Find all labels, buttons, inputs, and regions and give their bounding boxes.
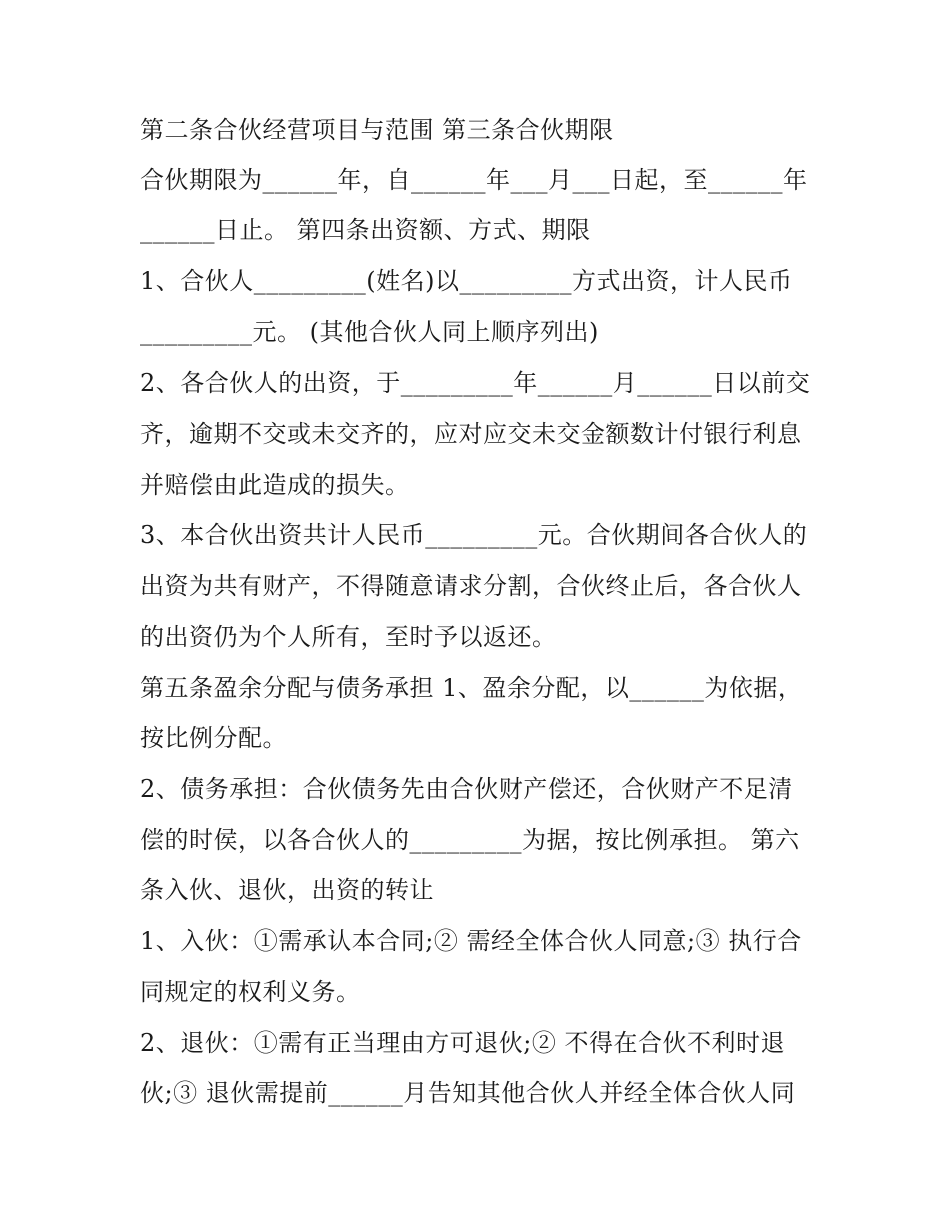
text-line: 按比例分配。 [140, 724, 287, 752]
text-line: 1、入伙：①需承认本合同;② 需经全体合伙人同意;③ 执行合 [140, 927, 802, 955]
text-line: 第二条合伙经营项目与范围 第三条合伙期限 [140, 116, 614, 144]
text-line: 2、债务承担：合伙债务先由合伙财产偿还，合伙财产不足清 [140, 775, 793, 803]
text-line: 伙;③ 退伙需提前______月告知其他合伙人并经全体合伙人同 [140, 1079, 796, 1107]
text-line: 出资为共有财产，不得随意请求分割，合伙终止后，各合伙人 [140, 572, 802, 600]
text-line: 偿的时侯，以各合伙人的_________为据，按比例承担。 第六 [140, 826, 800, 854]
text-line: _________元。 (其他合伙人同上顺序列出) [140, 318, 599, 346]
text-line: 同规定的权利义务。 [140, 978, 361, 1006]
text-line: 第五条盈余分配与债务承担 1、盈余分配，以______为依据， [140, 674, 803, 702]
text-line: 并赔偿由此造成的损失。 [140, 471, 410, 499]
text-line: 齐，逾期不交或未交齐的，应对应交未交金额数计付银行利息 [140, 420, 802, 448]
text-line: 条入伙、退伙，出资的转让 [140, 876, 434, 904]
text-line: 2、各合伙人的出资，于_________年______月______日以前交 [140, 369, 811, 397]
text-line: 1、合伙人_________(姓名)以_________方式出资，计人民币 [140, 267, 793, 295]
text-line: 3、本合伙出资共计人民币_________元。合伙期间各合伙人的 [140, 521, 808, 549]
text-line: ______日止。 第四条出资额、方式、期限 [140, 216, 591, 244]
text-line: 合伙期限为______年，自______年___月___日起，至______年 [140, 166, 808, 194]
text-line: 的出资仍为个人所有，至时予以返还。 [140, 623, 557, 651]
text-line: 2、退伙：①需有正当理由方可退伙;② 不得在合伙不利时退 [140, 1029, 785, 1057]
